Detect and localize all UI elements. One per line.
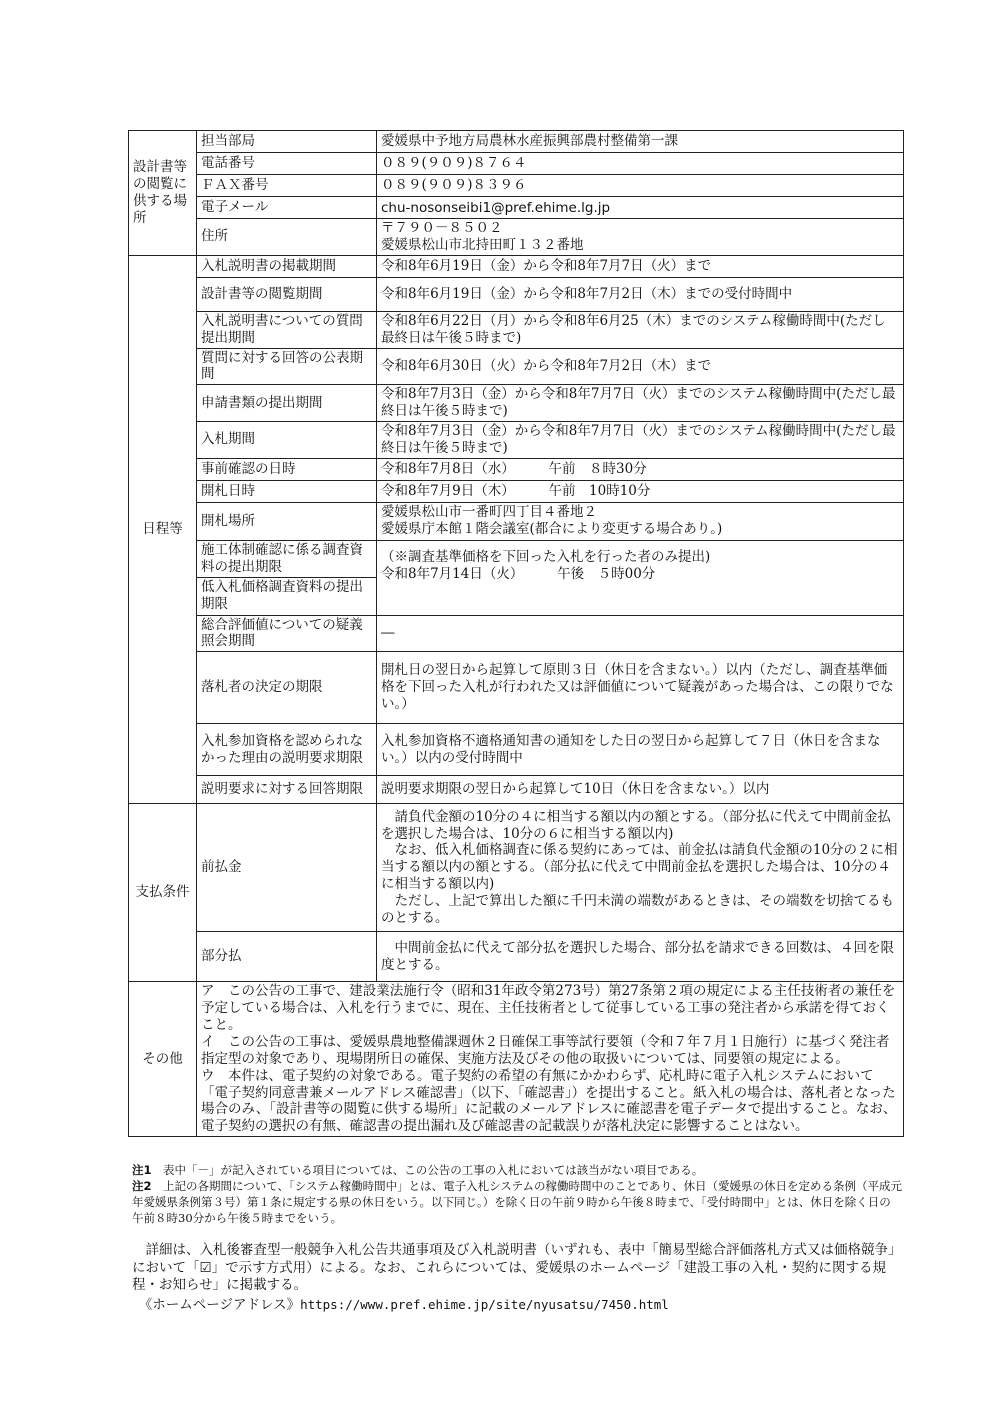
paragraph: 請負代金額の10分の４に相当する額以内の額とする。（部分払に代えて中間前金払を選択した場合は、10分の６に相当する額以内) [381,808,891,842]
section-payment [129,804,197,982]
note-2 [132,1178,902,1226]
row-label: 前払金 [197,804,377,932]
venue-address: 愛媛県松山市一番町四丁目４番地２ [381,504,597,521]
homepage-link[interactable]: https://www.pref.ehime.jp/site/nyusatsu/7450.html [300,1296,669,1312]
row-value: 令和8年6月22日（月）から令和8年6月25（木）までのシステム稼働時間中(ただし最終日は午後５時まで) [377,311,904,348]
row-label: 質問に対する回答の公表期間 [197,348,377,385]
notes [132,1162,902,1226]
paragraph: ただし、上記で算出した額に千円未満の端数があるときは、その端数を切捨てるものとする。 [381,893,894,926]
row-value: ― [377,615,904,652]
row-value: 令和8年7月8日（水） 午前 ８時30分 [377,458,904,480]
row-label: 住所 [197,219,377,256]
row-label: 説明要求に対する回答期限 [197,776,377,804]
row-label: 開札日時 [197,480,377,502]
details [132,1242,902,1314]
row-value: 令和8年6月30日（火）から令和8年7月2日（木）まで [377,348,904,385]
row-value: 説明要求期限の翌日から起算して10日（休日を含まない。）以内 [377,776,904,804]
row-label: 入札参加資格を認められなかった理由の説明要求期限 [197,724,377,776]
row-label: 入札期間 [197,422,377,459]
row-label: 低入札価格調査資料の提出期限 [197,577,377,615]
row-label: 入札説明書についての質問提出期間 [197,311,377,348]
venue-room: 愛媛県庁本館１階会議室(都合により変更する場合あり。) [381,521,723,538]
row-value: 令和8年6月19日（金）から令和8年7月7日（火）まで [377,255,904,277]
row-label: 電子メール [197,197,377,219]
url-line [132,1297,902,1315]
phone-value: ０８９(９０９)８７６４ [377,153,904,175]
row-label: 入札説明書の掲載期間 [197,255,377,277]
row-label: 総合評価値についての疑義照会期間 [197,615,377,652]
note-text: 表中「－」が記入されている項目については、この公告の工事の入札においては該当がない項目である。 [151,1163,704,1177]
row-label: 施工体制確認に係る調査資料の提出期限 [197,540,377,577]
row-value: 令和8年6月19日（金）から令和8年7月2日（木）までの受付時間中 [377,277,904,311]
note-text: 上記の各期間について、「システム稼働時間中」とは、電子入札システムの稼働時間中のことであり、休日（愛媛県の休日を定める条例（平成元年愛媛県条例第３号）第１条に規定する県の休日をいう。以下同じ。）を除く日の午前９時から午後８時まで、「受付時間中」とは、休日を除く日の午前８時30分から午後５時までをいう。 [132,1179,902,1226]
section-other [129,982,197,1137]
address-line: 愛媛県松山市北持田町１３２番地 [381,236,584,253]
note-line: （※調査基準価格を下回った入札を行った者のみ提出) [381,548,711,565]
section-schedule [129,255,197,804]
row-value [377,540,904,615]
partial-payment-text [377,932,904,982]
url-label: 《ホームページアドレス》 [145,1296,301,1313]
row-value: 令和8年7月3日（金）から令和8年7月7日（火）までのシステム稼働時間中(ただし最終日は午後５時まで) [377,422,904,459]
row-label: 電話番号 [197,153,377,175]
postal-code: 〒７９０－８５０２ [381,220,503,236]
paragraph: 中間前金払に代えて部分払を選択した場合、部分払を請求できる回数は、４回を限度とする。 [381,939,894,973]
email-value: chu-nosonseibi1@pref.ehime.lg.jp [377,197,904,219]
paragraph: ウ 本件は、電子契約の対象である。電子契約の希望の有無にかかわらず、応札時に電子入札システムにおいて「電子契約同意書兼メールアドレス確認書」（以下、「確認書」）を提出すること。紙入札の場合は、落札者となった場合のみ、「設計書等の閲覧に供する場所」に記載のメールアドレスに確認書を電子データで提出すること。なお、電子契約の選択の有無、確認書の提出漏れ及び確認書の記載誤りが落札決定に影響することはない。 [201,1067,897,1135]
row-label: 事前確認の日時 [197,458,377,480]
row-value: 開札日の翌日から起算して原則３日（休日を含まない。）以内（ただし、調査基準価格を下回った入札が行われた又は評価値について疑義があった場合は、この限りでない。） [377,652,904,724]
section-label: その他 [142,1050,183,1067]
section-label: 設計書等の閲覧に供する場所 [133,159,187,226]
announcement-table [128,130,904,1137]
row-value [377,502,904,540]
section-design-docs [129,131,197,256]
row-value: 入札参加資格不適格通知書の通知をした日の翌日から起算して７日（休日を含まない。）以内の受付時間中 [377,724,904,776]
deadline-line: 令和8年7月14日（火） 午後 ５時00分 [381,565,656,582]
advance-payment-text [377,804,904,932]
row-label: ＦＡＸ番号 [197,175,377,197]
paragraph: イ この公告の工事は、愛媛県農地整備課週休２日確保工事等試行要領（令和７年７月１日施行）に基づく発注者指定型の対象であり、現場閉所日の確保、実施方法及びその他の取扱いについては、同要領の規定による。 [201,1033,890,1067]
other-text [197,982,904,1137]
row-label: 開札場所 [197,502,377,540]
address-value [377,219,904,256]
fax-value: ０８９(９０９)８３９６ [377,175,904,197]
paragraph: なお、低入札価格調査に係る契約にあっては、前金払は請負代金額の10分の２に相当する額以内の額とする。（部分払に代えて中間前金払を選択した場合は、10分の４に相当する額以内) [381,842,898,893]
section-label: 日程等 [142,521,183,538]
row-value: 令和8年7月9日（木） 午前 10時10分 [377,480,904,502]
row-value: 令和8年7月3日（金）から令和8年7月7日（火）までのシステム稼働時間中(ただし最終日は午後５時まで) [377,385,904,422]
note-1 [132,1162,902,1178]
section-label: 支払条件 [135,884,190,901]
row-value: 愛媛県中予地方局農林水産振興部農村整備第一課 [377,131,904,153]
row-label: 申請書類の提出期間 [197,385,377,422]
row-label: 落札者の決定の期限 [197,652,377,724]
row-label: 担当部局 [197,131,377,153]
paragraph: ア この公告の工事で、建設業法施行令（昭和31年政令第273号）第27条第２項の規定による主任技術者の兼任を予定している場合は、入札を行うまでに、現在、主任技術者として従事している工事の発注者から承諾を得ておくこと。 [201,983,896,1033]
note-mark: 注2 [132,1179,152,1194]
row-label: 部分払 [197,932,377,982]
details-text: 詳細は、入札後審査型一般競争入札公告共通事項及び入札説明書（いずれも、表中「簡易型総合評価落札方式又は価格競争」において「☑」で示す方式用）による。なお、これらについては、愛媛県のホームページ「建設工事の入札・契約に関する規程・お知らせ」に掲載する。 [132,1242,902,1294]
row-label: 設計書等の閲覧期間 [197,277,377,311]
note-mark: 注1 [132,1163,152,1177]
